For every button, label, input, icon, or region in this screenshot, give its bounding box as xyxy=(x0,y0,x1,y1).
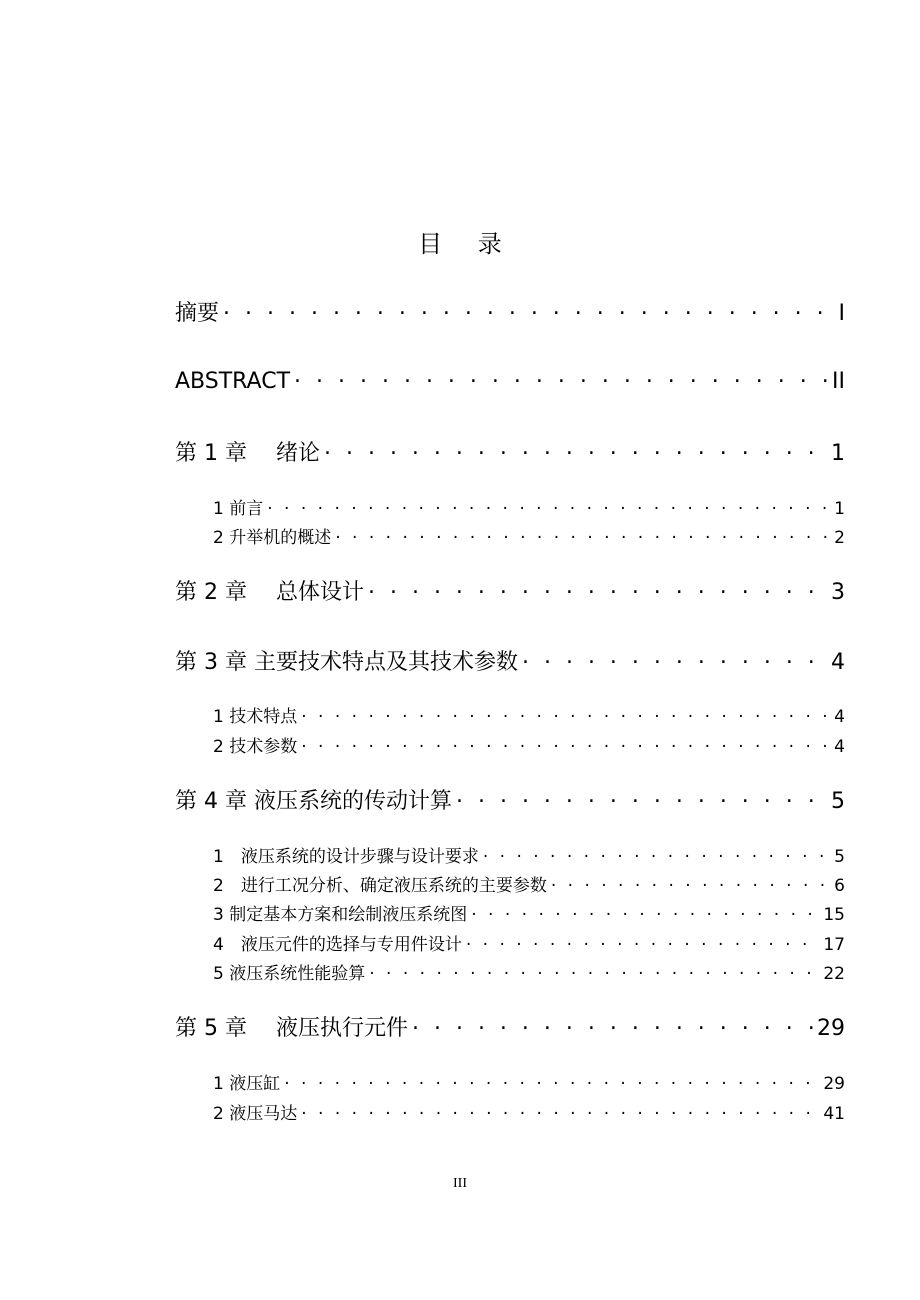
dot-leader xyxy=(284,1072,819,1089)
dot-leader xyxy=(368,577,827,599)
dot-leader xyxy=(223,298,834,320)
toc-entry-page: 29 xyxy=(823,1074,845,1094)
toc-entry-label: 2 升举机的概述 xyxy=(213,528,332,548)
toc-entry-chapter-3[interactable] xyxy=(175,645,845,675)
toc-entry-abstract-en[interactable] xyxy=(175,366,845,396)
toc-entry-page: 41 xyxy=(823,1104,845,1124)
page-number: III xyxy=(453,1176,467,1191)
toc-entry-4-1[interactable] xyxy=(175,842,845,866)
toc-entry-page: 1 xyxy=(834,499,845,519)
toc-entry-label: 1 液压系统的设计步骤与设计要求 xyxy=(213,847,479,867)
toc-entry-label: 第 3 章 主要技术特点及其技术参数 xyxy=(175,650,518,675)
dot-leader xyxy=(335,526,830,543)
toc-entry-label: 第 1 章 绪论 xyxy=(175,441,320,466)
toc-entry-label: 摘要 xyxy=(175,301,220,326)
toc-entry-1-2[interactable] xyxy=(175,523,845,547)
toc-entry-4-4[interactable] xyxy=(175,930,845,954)
toc-entry-label: 第 4 章 液压系统的传动计算 xyxy=(175,789,452,814)
toc-entry-page: 1 xyxy=(831,441,845,466)
toc-entry-page: 17 xyxy=(823,935,845,955)
toc-entry-label: 第 5 章 液压执行元件 xyxy=(175,1016,408,1041)
dot-leader xyxy=(301,735,830,752)
toc-entry-page: I xyxy=(838,301,845,326)
toc-entry-label: 2 技术参数 xyxy=(213,737,298,757)
dot-leader xyxy=(369,962,819,979)
toc-entry-3-1[interactable] xyxy=(175,702,845,726)
toc-entry-chapter-4[interactable] xyxy=(175,784,845,814)
toc-entry-page: 2 xyxy=(834,528,845,548)
toc-entry-4-5[interactable] xyxy=(175,959,845,983)
dot-leader xyxy=(466,933,820,950)
toc-entry-label: 4 液压元件的选择与专用件设计 xyxy=(213,935,462,955)
toc-entry-4-3[interactable] xyxy=(175,900,845,924)
toc-entry-4-2[interactable] xyxy=(175,871,845,895)
toc-entry-label: 1 技术特点 xyxy=(213,707,298,727)
toc-entry-chapter-5[interactable] xyxy=(175,1011,845,1041)
toc-entry-abstract-cn[interactable] xyxy=(175,296,845,326)
toc-entry-label: 1 前言 xyxy=(213,499,264,519)
toc-entry-page: 22 xyxy=(823,964,845,984)
toc-entry-page: 29 xyxy=(817,1016,845,1041)
dot-leader xyxy=(267,497,830,514)
toc-entry-page: II xyxy=(832,369,845,394)
toc-entry-page: 4 xyxy=(834,707,845,727)
toc-entry-5-1[interactable] xyxy=(175,1069,845,1093)
toc-title: 目 录 xyxy=(418,230,516,258)
dot-leader xyxy=(301,1102,819,1119)
toc-entry-label: 2 进行工况分析、确定液压系统的主要参数 xyxy=(213,876,547,896)
toc-entry-1-1[interactable] xyxy=(175,494,845,518)
toc-entry-label: 5 液压系统性能验算 xyxy=(213,964,366,984)
toc-entry-page: 6 xyxy=(834,876,845,896)
dot-leader xyxy=(294,366,828,388)
toc-entry-page: 5 xyxy=(831,789,845,814)
toc-entry-page: 3 xyxy=(831,580,845,605)
dot-leader xyxy=(551,874,830,891)
toc-entry-page: 4 xyxy=(831,650,845,675)
dot-leader xyxy=(412,1013,813,1035)
toc-entry-label: 第 2 章 总体设计 xyxy=(175,580,364,605)
toc-entry-3-2[interactable] xyxy=(175,732,845,756)
toc-entry-page: 4 xyxy=(834,737,845,757)
dot-leader xyxy=(483,845,830,862)
toc-entry-label: 1 液压缸 xyxy=(213,1074,281,1094)
toc-entry-chapter-2[interactable] xyxy=(175,575,845,605)
dot-leader xyxy=(301,705,830,722)
dot-leader xyxy=(471,903,819,920)
toc-entry-label: ABSTRACT xyxy=(175,369,291,394)
dot-leader xyxy=(522,647,827,669)
toc-entry-label: 2 液压马达 xyxy=(213,1104,298,1124)
toc-entry-5-2[interactable] xyxy=(175,1099,845,1123)
toc-entry-page: 15 xyxy=(823,905,845,925)
toc-entry-chapter-1[interactable] xyxy=(175,436,845,466)
toc-entry-page: 5 xyxy=(834,847,845,867)
toc-entry-label: 3 制定基本方案和绘制液压系统图 xyxy=(213,905,468,925)
dot-leader xyxy=(456,786,827,808)
dot-leader xyxy=(324,438,827,460)
